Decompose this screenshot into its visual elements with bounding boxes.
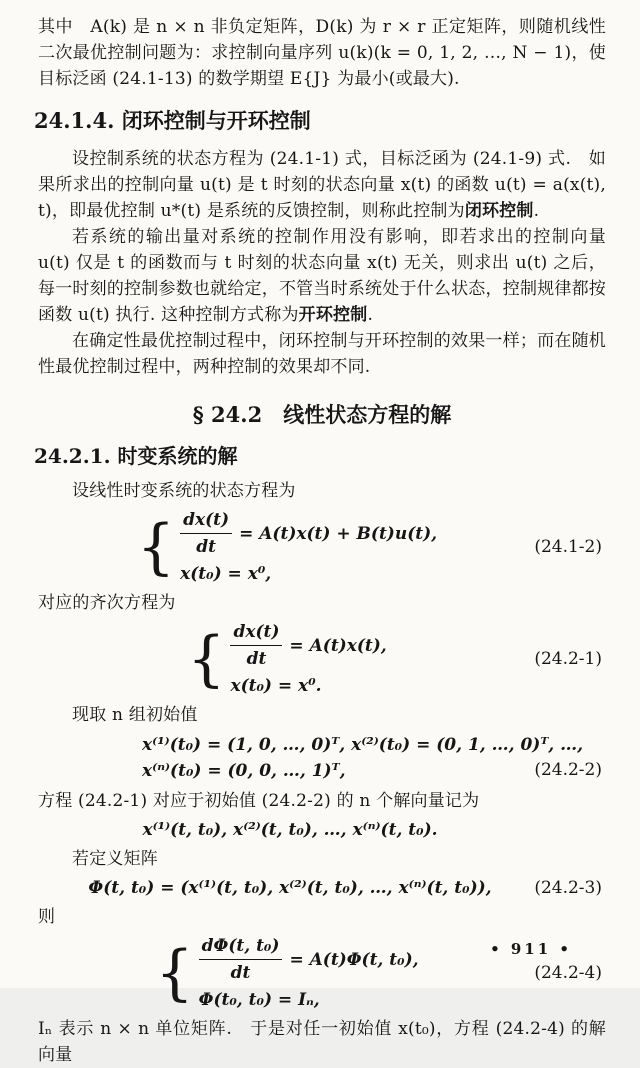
fraction-denominator: dt — [196, 537, 216, 557]
left-brace: { — [136, 512, 176, 582]
lead-then: 则 — [38, 907, 56, 927]
equation-24-2-4-line2: Φ(t₀, t₀) = Iₙ, — [198, 990, 320, 1010]
equation-24-2-2 — [38, 732, 606, 784]
fraction — [180, 508, 232, 559]
equation-24-2-1-body — [38, 620, 606, 698]
left-brace: { — [187, 624, 226, 694]
paragraph-open-loop-end: . — [367, 305, 374, 325]
closed-loop-term: 闭环控制 — [464, 201, 534, 221]
lead-state-equation: 设线性时变系统的状态方程为 — [72, 481, 296, 501]
equation-24-1-2-body — [38, 508, 606, 586]
equation-label: (24.2-4) — [534, 963, 602, 983]
paragraph-closed-loop — [38, 146, 606, 224]
paragraph-closed-loop-text: 设控制系统的状态方程为 (24.1-1) 式，目标泛函为 (24.1-9) 式. 如果所求出的控制向量 u(t) 是 t 时刻的状态向量 x(t) 的函数 u(t) = a(x(t), t)，即最优控制 u*(t) 是系统的反馈控制，则称此控制为 — [38, 149, 606, 221]
solution-vectors-text: x⁽¹⁾(t, t₀), x⁽²⁾(t, t₀), …, x⁽ⁿ⁾(t, t₀). — [142, 820, 438, 840]
lead-solution-vectors: 方程 (24.2-1) 对应于初始值 (24.2-2) 的 n 个解向量记为 — [38, 791, 480, 811]
equation-24-2-2-line1: x⁽¹⁾(t₀) = (1, 0, …, 0)ᵀ, x⁽²⁾(t₀) = (0, 1, …, 0)ᵀ, …, — [142, 735, 584, 755]
solution-vectors-line — [38, 818, 606, 842]
equation-label: (24.2-1) — [534, 649, 602, 669]
equation-24-2-1 — [38, 620, 606, 698]
equation-24-1-2-line2: x(t₀) = x⁰, — [180, 564, 272, 584]
fraction-numerator: dΦ(t, t₀) — [199, 934, 283, 960]
lead-homogeneous: 对应的齐次方程为 — [38, 593, 176, 613]
equation-24-2-1-line1 — [230, 620, 386, 671]
fraction-denominator: dt — [230, 963, 251, 983]
fraction-numerator: dx(t) — [230, 620, 282, 646]
equation-24-2-4-line1 — [199, 934, 419, 985]
paragraph-comparison: 在确定性最优控制过程中，闭环控制与开环控制的效果一样；而在随机性最优控制过程中，两种控制的效果却不同. — [38, 331, 606, 377]
equation-24-2-1-rhs: = A(t)x(t), — [289, 635, 387, 656]
intro-paragraph: 其中 A(k) 是 n × n 非负定矩阵，D(k) 为 r × r 正定矩阵，则随机线性二次最优控制问题为：求控制向量序列 u(k)(k = 0, 1, 2, …, N − 1)，使目标泛函 (24.1-13) 的数学期望 E{J} 为最小(或最大). — [38, 17, 606, 89]
fraction-numerator: dx(t) — [180, 508, 232, 534]
paragraph-open-loop-text: 若系统的输出量对系统的控制作用没有影响，即若求出的控制向量 u(t) 仅是 t 的函数而与 t 时刻的状态向量 x(t) 无关，则求出 u(t) 之后，每一时刻的控制参数也就给定，不管当时系统处于什么状态，控制规律都按函数 u(t) 执行. 这种控制方式称为 — [38, 227, 606, 325]
open-loop-term: 开环控制 — [298, 305, 368, 325]
lead-define-matrix: 若定义矩阵 — [72, 849, 158, 869]
page-number: • 911 • — [490, 940, 572, 958]
section-heading-24-1-4: 24.1.4. 闭环控制与开环控制 — [34, 108, 311, 133]
paragraph-closed-loop-end: . — [533, 201, 540, 221]
equation-24-2-3-text: Φ(t, t₀) = (x⁽¹⁾(t, t₀), x⁽²⁾(t, t₀), …, x⁽ⁿ⁾(t, t₀)), — [88, 878, 492, 898]
equation-24-1-2-line1 — [180, 508, 437, 559]
equation-24-2-1-line2: x(t₀) = x⁰. — [230, 676, 322, 696]
fraction — [199, 934, 283, 985]
fraction-denominator: dt — [246, 649, 267, 669]
equation-label: (24.2-2) — [534, 760, 602, 780]
subsection-heading-24-2-1: 24.2.1. 时变系统的解 — [34, 444, 238, 468]
paragraph-open-loop — [38, 224, 606, 328]
equation-24-2-4-rhs: = A(t)Φ(t, t₀), — [289, 949, 419, 970]
closing-paragraph: Iₙ 表示 n × n 单位矩阵. 于是对任一初始值 x(t₀)，方程 (24.2-4) 的解向量 — [38, 1019, 606, 1065]
equation-24-1-2-rhs: = A(t)x(t) + B(t)u(t), — [239, 523, 438, 544]
equation-24-1-2 — [38, 508, 606, 586]
equation-24-2-3 — [38, 876, 606, 900]
equation-label: (24.2-3) — [534, 878, 602, 898]
fraction — [230, 620, 282, 671]
equation-24-2-4-lines — [199, 934, 419, 1012]
section-heading-24-2: § 24.2 线性状态方程的解 — [192, 402, 452, 427]
equation-24-2-2-line2: x⁽ⁿ⁾(t₀) = (0, 0, …, 1)ᵀ, — [142, 761, 346, 781]
equation-24-2-1-lines — [230, 620, 386, 698]
lead-initial-values: 现取 n 组初始值 — [72, 705, 198, 725]
equation-24-1-2-lines — [180, 508, 437, 586]
left-brace: { — [155, 938, 194, 1008]
equation-label: (24.1-2) — [534, 537, 602, 557]
